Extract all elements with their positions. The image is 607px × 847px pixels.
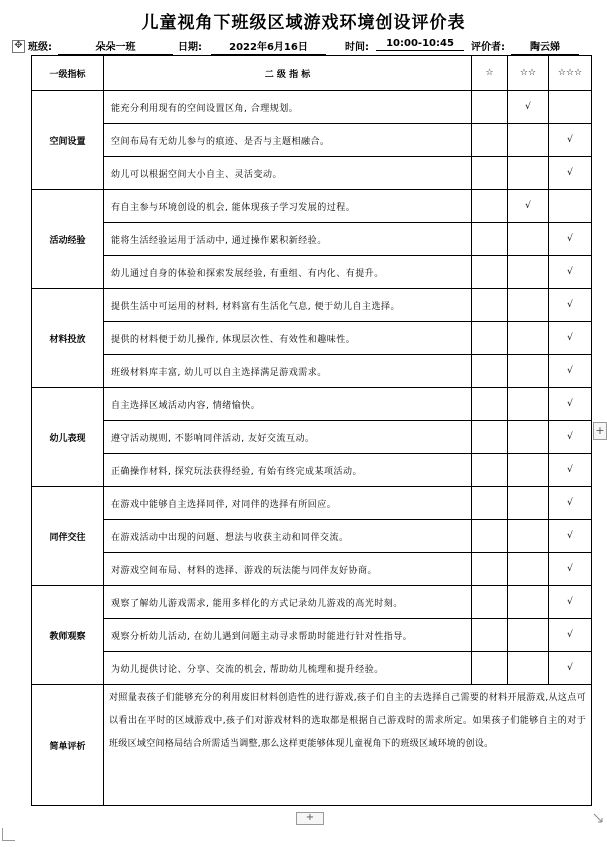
rating-cell-star2[interactable]	[508, 487, 549, 520]
evaluation-table	[31, 55, 592, 806]
indicator-cell: 在游戏中能够自主选择同伴, 对同伴的选择有所回应。	[104, 487, 472, 520]
rating-cell-star1[interactable]	[472, 454, 508, 487]
table-row	[32, 322, 592, 355]
table-row	[32, 586, 592, 619]
time-value: 10:00-10:45	[376, 38, 464, 51]
rating-cell-star3[interactable]: √	[549, 421, 592, 454]
rating-cell-star2[interactable]	[508, 355, 549, 388]
table-row	[32, 124, 592, 157]
evaluation-label: 简单评析	[32, 685, 104, 806]
rating-cell-star2[interactable]	[508, 322, 549, 355]
table-row	[32, 91, 592, 124]
table-row	[32, 223, 592, 256]
indicator-cell: 在游戏活动中出现的问题、想法与收获主动和同伴交流。	[104, 520, 472, 553]
indicator-cell: 能充分利用现有的空间设置区角, 合理规划。	[104, 91, 472, 124]
evaluator-label: 评价者:	[471, 42, 505, 53]
table-row	[32, 157, 592, 190]
rating-cell-star2[interactable]	[508, 421, 549, 454]
indicator-cell: 遵守活动规则, 不影响同伴活动, 友好交流互动。	[104, 421, 472, 454]
category-cell: 教师观察	[32, 586, 104, 685]
table-row	[32, 619, 592, 652]
rating-cell-star1[interactable]	[472, 487, 508, 520]
evaluation-text[interactable]: 对照量表孩子们能够充分的利用废旧材料创造性的进行游戏,孩子们自主的去选择自己需要的材料开展游戏,从这点可以看出在平时的区域游戏中,孩子们对游戏材料的选取都是根据自己游戏时的需求所定。如果孩子们能够自主的对于班级区域空间格局结合所需适当调整,那么这样更能够体现儿童视角下的班级区域环境的创设。	[104, 685, 592, 806]
rating-cell-star2[interactable]	[508, 157, 549, 190]
rating-cell-star1[interactable]	[472, 619, 508, 652]
header-level1: 一级指标	[32, 56, 104, 91]
table-row	[32, 388, 592, 421]
rating-cell-star3[interactable]: √	[549, 388, 592, 421]
header-star1: ☆	[472, 56, 508, 91]
indicator-cell: 班级材料库丰富, 幼儿可以自主选择满足游戏需求。	[104, 355, 472, 388]
rating-cell-star3[interactable]: √	[549, 487, 592, 520]
rating-cell-star2[interactable]	[508, 652, 549, 685]
rating-cell-star1[interactable]	[472, 223, 508, 256]
rating-cell-star2[interactable]: √	[508, 91, 549, 124]
rating-cell-star1[interactable]	[472, 157, 508, 190]
rating-cell-star2[interactable]	[508, 454, 549, 487]
indicator-cell: 正确操作材料, 探究玩法获得经验, 有始有终完成某项活动。	[104, 454, 472, 487]
page-title: 儿童视角下班级区域游戏环境创设评价表	[141, 13, 466, 33]
date-label: 日期:	[178, 42, 202, 53]
rating-cell-star3[interactable]: √	[549, 124, 592, 157]
rating-cell-star3[interactable]: √	[549, 619, 592, 652]
rating-cell-star1[interactable]	[472, 421, 508, 454]
indicator-cell: 幼儿可以根据空间大小自主、灵活变动。	[104, 157, 472, 190]
rating-cell-star3[interactable]	[549, 91, 592, 124]
indicator-cell: 幼儿通过自身的体验和探索发展经验, 有重组、有内化、有提升。	[104, 256, 472, 289]
class-value: 朵朵一班	[58, 38, 173, 55]
table-row	[32, 487, 592, 520]
rating-cell-star2[interactable]	[508, 619, 549, 652]
category-cell: 幼儿表现	[32, 388, 104, 487]
rating-cell-star2[interactable]	[508, 289, 549, 322]
rating-cell-star1[interactable]	[472, 289, 508, 322]
rating-cell-star2[interactable]	[508, 520, 549, 553]
table-row	[32, 190, 592, 223]
time-label: 时间:	[345, 42, 369, 53]
table-row	[32, 520, 592, 553]
rating-cell-star1[interactable]	[472, 520, 508, 553]
info-row	[28, 37, 598, 55]
rating-cell-star1[interactable]	[472, 190, 508, 223]
table-row	[32, 289, 592, 322]
rating-cell-star3[interactable]: √	[549, 553, 592, 586]
rating-cell-star2[interactable]	[508, 553, 549, 586]
rating-cell-star1[interactable]	[472, 586, 508, 619]
rating-cell-star3[interactable]: √	[549, 289, 592, 322]
rating-cell-star2[interactable]	[508, 124, 549, 157]
rating-cell-star1[interactable]	[472, 91, 508, 124]
rating-cell-star3[interactable]: √	[549, 586, 592, 619]
indicator-cell: 观察了解幼儿游戏需求, 能用多样化的方式记录幼儿游戏的高光时刻。	[104, 586, 472, 619]
category-cell: 空间设置	[32, 91, 104, 190]
header-star2: ☆☆	[508, 56, 549, 91]
evaluation-row	[32, 685, 592, 806]
header-star3: ☆☆☆	[549, 56, 592, 91]
rating-cell-star3[interactable]: √	[549, 454, 592, 487]
rating-cell-star3[interactable]: √	[549, 256, 592, 289]
resize-handle-icon[interactable]	[592, 812, 604, 824]
rating-cell-star2[interactable]	[508, 223, 549, 256]
category-cell: 活动经验	[32, 190, 104, 289]
indicator-cell: 提供的材料便于幼儿操作, 体现层次性、有效性和趣味性。	[104, 322, 472, 355]
rating-cell-star1[interactable]	[472, 124, 508, 157]
rating-cell-star1[interactable]	[472, 652, 508, 685]
rating-cell-star1[interactable]	[472, 355, 508, 388]
table-row	[32, 652, 592, 685]
rating-cell-star3[interactable]: √	[549, 157, 592, 190]
indicator-cell: 能将生活经验运用于活动中, 通过操作累积新经验。	[104, 223, 472, 256]
rating-cell-star3[interactable]: √	[549, 652, 592, 685]
date-value: 2022年6月16日	[211, 38, 326, 55]
table-row	[32, 553, 592, 586]
indicator-cell: 提供生活中可运用的材料, 材料富有生活化气息, 便于幼儿自主选择。	[104, 289, 472, 322]
rating-cell-star1[interactable]	[472, 322, 508, 355]
rating-cell-star2[interactable]: √	[508, 190, 549, 223]
add-row-button[interactable]: +	[296, 812, 324, 825]
table-move-handle-icon[interactable]: ✥	[12, 40, 25, 53]
table-row	[32, 355, 592, 388]
evaluator-value: 陶云娣	[511, 38, 579, 55]
indicator-cell: 观察分析幼儿活动, 在幼儿遇到问题主动寻求帮助时能进行针对性指导。	[104, 619, 472, 652]
rating-cell-star3[interactable]: √	[549, 322, 592, 355]
rating-cell-star3[interactable]	[549, 190, 592, 223]
indicator-cell: 有自主参与环境创设的机会, 能体现孩子学习发展的过程。	[104, 190, 472, 223]
rating-cell-star2[interactable]	[508, 586, 549, 619]
rating-cell-star3[interactable]: √	[549, 223, 592, 256]
table-row	[32, 421, 592, 454]
indicator-cell: 为幼儿提供讨论、分享、交流的机会, 帮助幼儿梳理和提升经验。	[104, 652, 472, 685]
table-row	[32, 256, 592, 289]
rating-cell-star3[interactable]: √	[549, 355, 592, 388]
rating-cell-star2[interactable]	[508, 256, 549, 289]
table-row	[32, 454, 592, 487]
header-row	[32, 56, 592, 91]
category-cell: 同伴交往	[32, 487, 104, 586]
indicator-cell: 对游戏空间布局、材料的选择、游戏的玩法能与同伴友好协商。	[104, 553, 472, 586]
class-label: 班级:	[28, 42, 52, 53]
category-cell: 材料投放	[32, 289, 104, 388]
rating-cell-star1[interactable]	[472, 388, 508, 421]
rating-cell-star3[interactable]: √	[549, 520, 592, 553]
add-column-button[interactable]: +	[593, 422, 607, 440]
rating-cell-star2[interactable]	[508, 388, 549, 421]
page-corner-mark	[2, 828, 15, 841]
rating-cell-star1[interactable]	[472, 256, 508, 289]
indicator-cell: 自主选择区域活动内容, 情绪愉快。	[104, 388, 472, 421]
header-level2: 二 级 指 标	[104, 56, 472, 91]
indicator-cell: 空间布局有无幼儿参与的痕迹、是否与主题相融合。	[104, 124, 472, 157]
rating-cell-star1[interactable]	[472, 553, 508, 586]
